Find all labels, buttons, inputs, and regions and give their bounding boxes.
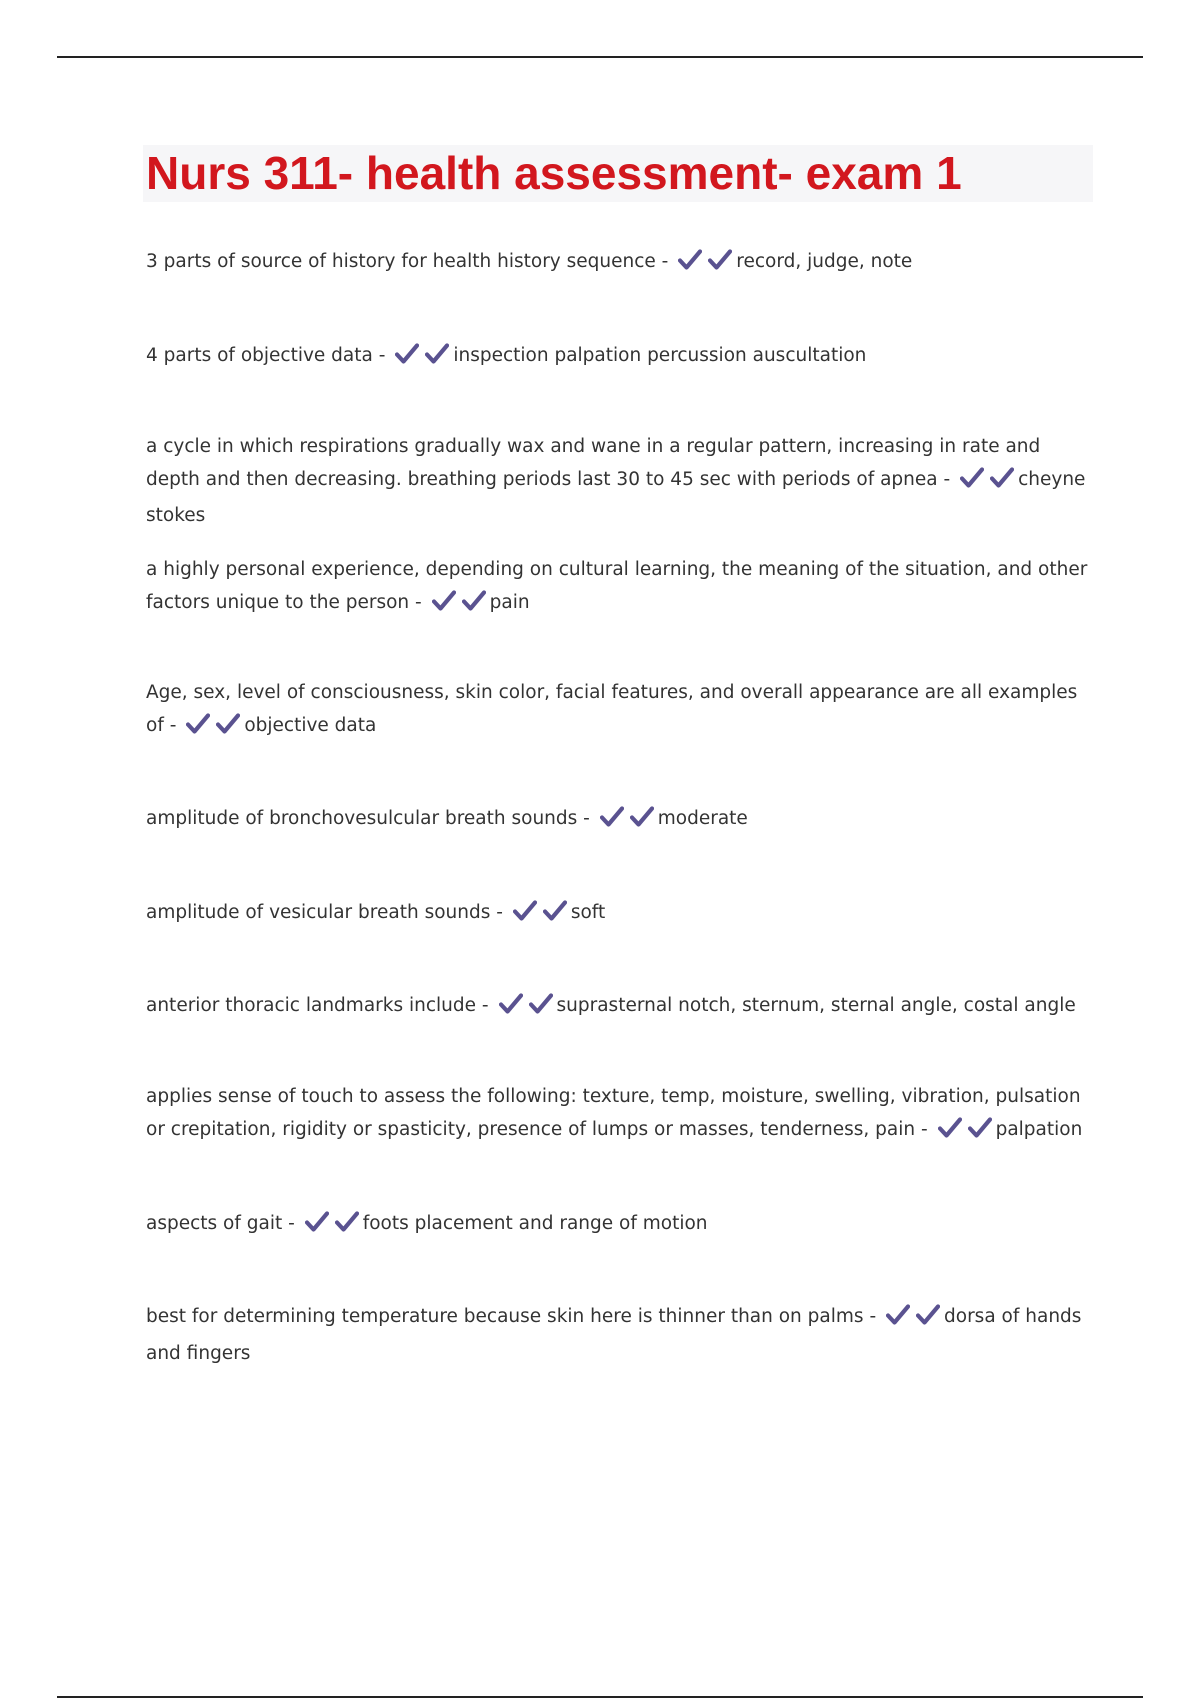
separator: -: [288, 1213, 295, 1234]
bottom-rule: [57, 1696, 1143, 1698]
checkmark-icon: [335, 1211, 359, 1233]
question-text: applies sense of touch to assess the following: texture, temp, moisture, swelling, vibration, pulsation or crepitation, rigidity or spasticity, presence of lumps or masses, tenderness, pain: [146, 1086, 1081, 1140]
separator: -: [496, 902, 503, 923]
answer-text: record, judge, note: [736, 251, 913, 272]
answer-text: cheyne stokes: [146, 468, 1086, 526]
qa-item: [146, 1208, 1096, 1245]
checkmark-icon: [432, 590, 456, 612]
check-pair: [395, 343, 451, 377]
checkmark-icon: [395, 343, 419, 365]
separator: -: [378, 345, 386, 366]
answer-text: foots placement and range of motion: [362, 1213, 708, 1234]
qa-item: [146, 990, 1096, 1027]
answer-text: soft: [570, 902, 606, 923]
question-text: 3 parts of source of history for health history sequence: [146, 251, 656, 272]
separator: -: [415, 591, 422, 613]
checkmark-icon: [305, 1211, 329, 1233]
check-pair: [678, 249, 734, 283]
check-pair: [513, 900, 569, 934]
separator: -: [869, 1306, 877, 1327]
qa-item: [146, 431, 1096, 533]
separator: -: [169, 714, 177, 736]
qa-item: [146, 340, 1096, 377]
checkmark-icon: [708, 249, 732, 271]
checkmark-icon: [678, 249, 702, 271]
question-text: Age, sex, level of consciousness, skin color, facial features, and overall appearance are all examples of: [146, 682, 1078, 736]
check-pair: [499, 993, 555, 1027]
check-pair: [305, 1211, 361, 1245]
answer-text: palpation: [995, 1118, 1083, 1140]
check-pair: [186, 713, 242, 747]
answer-text: moderate: [657, 808, 748, 829]
separator: -: [661, 251, 669, 272]
question-text: aspects of gait: [146, 1213, 283, 1234]
checkmark-icon: [960, 467, 984, 489]
page-title: Nurs 311- health assessment- exam 1: [146, 147, 962, 199]
separator: -: [583, 808, 590, 829]
checkmark-icon: [529, 993, 553, 1015]
qa-item: [146, 803, 1096, 840]
question-text: a highly personal experience, depending on cultural learning, the meaning of the situation, and other factors unique to the person: [146, 559, 1088, 613]
qa-item: [146, 1301, 1096, 1370]
checkmark-icon: [216, 713, 240, 735]
checkmark-icon: [425, 343, 449, 365]
question-text: 4 parts of objective data: [146, 345, 373, 366]
separator: -: [921, 1118, 928, 1140]
checkmark-icon: [938, 1117, 962, 1139]
checkmark-icon: [600, 806, 624, 828]
separator: -: [943, 468, 951, 490]
checkmark-icon: [462, 590, 486, 612]
checkmark-icon: [630, 806, 654, 828]
checkmark-icon: [916, 1304, 940, 1326]
top-rule: [57, 56, 1143, 58]
answer-text: objective data: [244, 714, 377, 736]
checkmark-icon: [990, 467, 1014, 489]
check-pair: [886, 1304, 942, 1338]
question-text: amplitude of bronchovesulcular breath sounds: [146, 808, 578, 829]
separator: -: [481, 995, 489, 1016]
checkmark-icon: [886, 1304, 910, 1326]
question-text: best for determining temperature because skin here is thinner than on palms: [146, 1306, 864, 1327]
question-text: amplitude of vesicular breath sounds: [146, 902, 491, 923]
question-text: anterior thoracic landmarks include: [146, 995, 477, 1016]
qa-item: [146, 554, 1096, 623]
check-pair: [432, 590, 488, 624]
qa-item: [146, 677, 1096, 746]
answer-text: dorsa of hands and fingers: [146, 1306, 1082, 1364]
checkmark-icon: [513, 900, 537, 922]
checkmark-icon: [543, 900, 567, 922]
checkmark-icon: [968, 1117, 992, 1139]
checkmark-icon: [499, 993, 523, 1015]
qa-item: [146, 246, 1096, 283]
check-pair: [600, 806, 656, 840]
qa-item: [146, 1081, 1096, 1150]
answer-text: pain: [489, 591, 530, 613]
check-pair: [960, 467, 1016, 501]
checkmark-icon: [186, 713, 210, 735]
qa-item: [146, 897, 1096, 934]
answer-text: suprasternal notch, sternum, sternal angle, costal angle: [556, 995, 1076, 1016]
check-pair: [938, 1117, 994, 1151]
question-text: a cycle in which respirations gradually wax and wane in a regular pattern, increasing in rate and depth and then decreasing. breathing periods last 30 to 45 sec with periods of apnea: [146, 436, 1041, 490]
answer-text: inspection palpation percussion auscultation: [453, 345, 867, 366]
